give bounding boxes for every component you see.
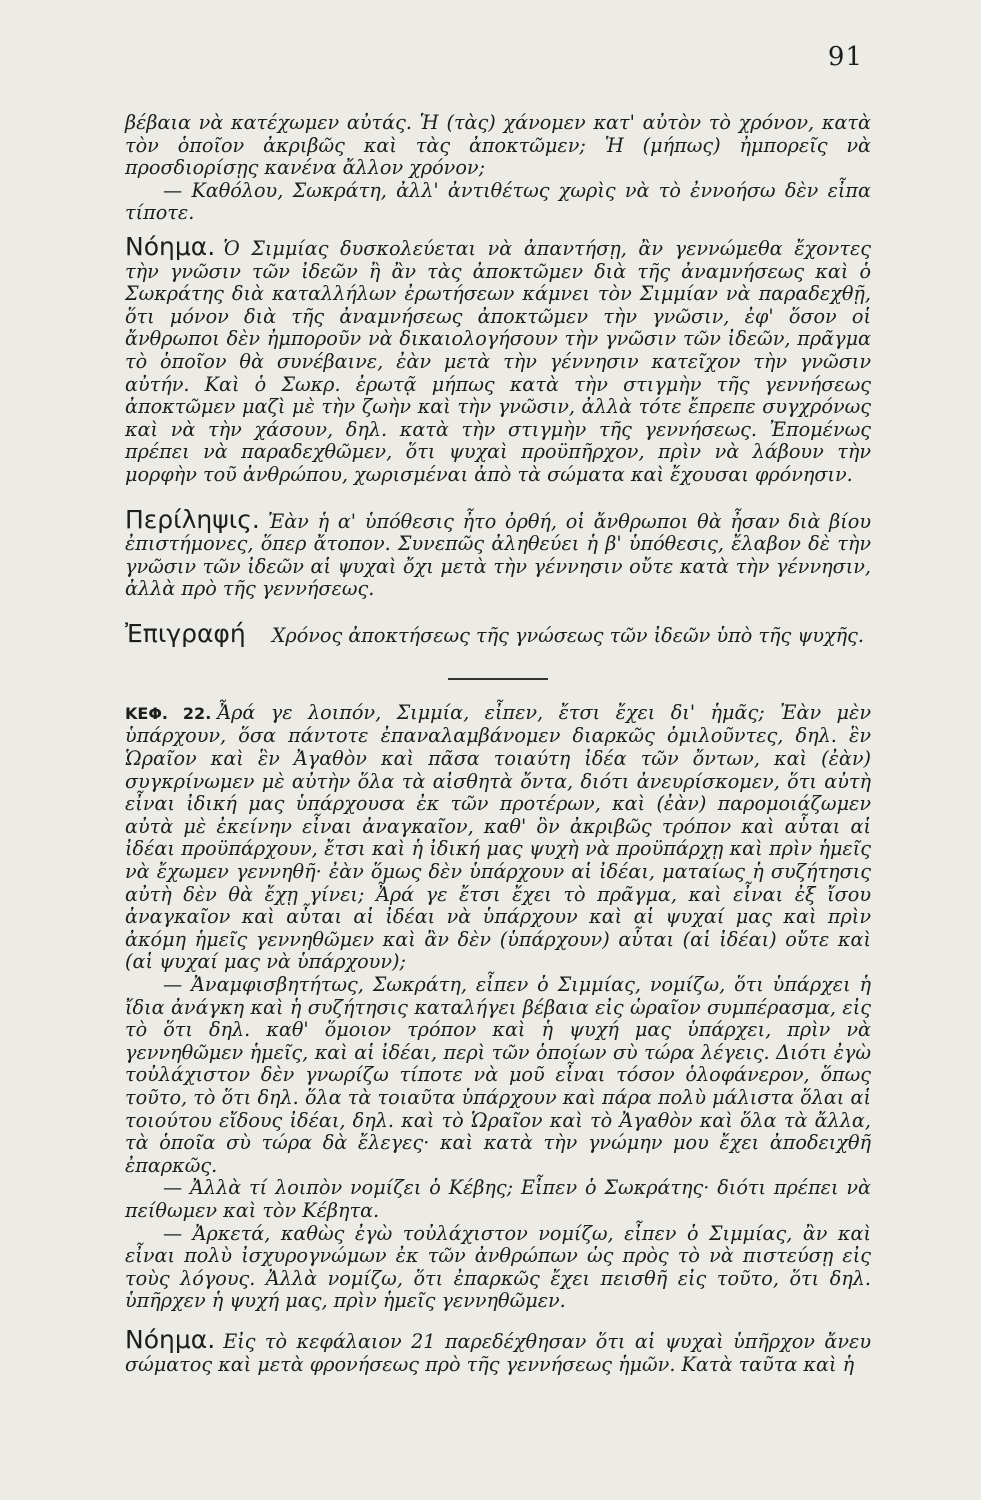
opening-reply: — Καθόλου, Σωκράτη, ἀλλ' ἀντιθέτως χωρὶς νὰ τὸ ἐννοήσω δὲν εἶπα τίποτε. <box>125 178 871 225</box>
perilipsis-text: Ἐὰν ἡ α' ὑπόθεσις ἦτο ὀρθή, οἱ ἄνθρωποι θὰ ἦσαν διὰ βίου ἐπιστήμονες, ὅπερ ἄτοπον. Συνεπῶς ἀληθεύει ἡ β' ὑπόθεσις, ἔλαβον δὲ τὴν γνῶσιν τῶν ἰδεῶν αἱ ψυχαὶ ὄχι μετὰ τὴν γέννησιν οὔτε κατὰ τὴν γέννησιν, ἀλλὰ πρὸ τῆς γεννήσεως. <box>125 509 871 601</box>
epigrafi-label: Ἐπιγραφή <box>125 618 246 648</box>
chapter-label: ΚΕΦ. 22. <box>125 703 212 723</box>
noima-section-1 <box>125 231 871 487</box>
perilipsis-label: Περίληψις. <box>125 504 260 534</box>
noima-text: Ὁ Σιμμίας δυσκολεύεται νὰ ἀπαντήσῃ, ἂν γεννώμεθα ἔχοντες τὴν γνῶσιν τῶν ἰδεῶν ἢ ἂν τὰς ἀποκτῶμεν διὰ τῆς ἀναμνήσεως καὶ ὁ Σωκράτης διὰ καταλλήλων ἐρωτήσεων κάμνει τὸν Σιμμίαν νὰ παραδεχθῇ, ὅτι μόνον διὰ τῆς ἀναμνήσεως ἀποκτῶμεν τὴν γνῶσιν, ἐφ' ὅσον οἱ ἄνθρωποι δὲν ἠμποροῦν νὰ δικαιολογήσουν τὴν γνῶσιν τῶν ἰδεῶν, πρᾶγμα τὸ ὁποῖον θὰ συνέβαινε, ἐὰν μετὰ τὴν γέννησιν κατεῖχον τὴν γνῶσιν αὐτήν. Καὶ ὁ Σωκρ. ἐρωτᾷ μήπως κατὰ τὴν στιγμὴν τῆς γεννήσεως ἀποκτῶμεν μαζὶ μὲ τὴν ζωὴν καὶ τὴν γνῶσιν, ἀλλὰ τότε ἔπρεπε συγχρόνως καὶ νὰ τὴν χάσουν, δηλ. κατὰ τὴν στιγμὴν τῆς γεννήσεως. Ἐπομένως πρέπει νὰ παραδεχθῶμεν, ὅτι ψυχαὶ προϋπῆρχον, πρὶν νὰ λάβουν τὴν μορφὴν τοῦ ἀνθρώπου, χωρισμέναι ἀπὸ τὰ σώματα καὶ ἔχουσαι φρόνησιν. <box>125 236 871 486</box>
page-number: 91 <box>827 42 863 72</box>
opening-paragraph: βέβαια νὰ κατέχωμεν αὐτάς. Ἡ (τὰς) χάνομεν κατ' αὐτὸν τὸ χρόνον, κατὰ τὸν ὁποῖον ἀκριβῶς καὶ τὰς ἀποκτῶμεν; Ἡ (μήπως) ἠμπορεῖς νὰ προσδιορίσῃς κανένα ἄλλον χρόνον; <box>125 111 871 180</box>
dialogue-paragraph: — Ἀρκετά, καθὼς ἐγὼ τοὐλάχιστον νομίζω, εἶπεν ὁ Σιμμίας, ἂν καὶ εἶναι πολὺ ἰσχυρογνώμων ἐκ τῶν ἀνθρώπων ὡς πρὸς τὸ νὰ πιστεύσῃ εἰς τοὺς λόγους. Ἀλλὰ νομίζω, ὅτι ἐπαρκῶς ἔχει πεισθῆ εἰς τοῦτο, ὅτι δηλ. ὑπῆρχεν ἡ ψυχή μας, πρὶν ἡμεῖς γεννηθῶμεν. <box>125 1221 871 1313</box>
epigrafi-section <box>125 619 871 648</box>
chapter-paragraph <box>125 702 871 974</box>
chapter-text: Ἆρά γε λοιπόν, Σιμμία, εἶπεν, ἔτσι ἔχει δι' ἡμᾶς; Ἐὰν μὲν ὑπάρχουν, ὅσα πάντοτε ἐπαναλαμβάνομεν διαρκῶς ὁμιλοῦντες, δηλ. ἓν Ὡραῖον καὶ ἓν Ἀγαθὸν καὶ πᾶσα τοιαύτη ἰδέα τῶν ὄντων, καὶ (ἐὰν) συγκρίνωμεν μὲ αὐτὴν ὅλα τὰ αἰσθητὰ ὄντα, διότι ἀνευρίσκομεν, ὅτι αὐτὴ εἶναι ἰδική μας ὑπάρχουσα ἐκ τῶν προτέρων, καὶ (ἐὰν) παρομοιάζωμεν αὐτὰ μὲ ἐκείνην εἶναι ἀναγκαῖον, καθ' ὃν ἀκριβῶς τρόπον καὶ αὗται αἱ ἰδέαι προϋπάρχουν, ἔτσι καὶ ἡ ἰδική μας ψυχὴ νὰ προϋπάρχῃ καὶ πρὶν ἡμεῖς νὰ ἔχωμεν γεννηθῆ· ἐὰν ὅμως δὲν ὑπάρχουν αἱ ἰδέαι, ματαίως ἡ συζήτησις αὐτὴ δὲν θὰ ἔχῃ γίνει; Ἆρά γε ἔτσι ἔχει τὸ πρᾶγμα, καὶ εἶναι ἐξ ἴσου ἀναγκαῖον καὶ αὗται αἱ ἰδέαι νὰ ὑπάρχουν καὶ αἱ ψυχαί μας καὶ πρὶν ἀκόμη ἡμεῖς γεννηθῶμεν καὶ ἂν δὲν (ὑπάρχουν) αὗται (αἱ ἰδέαι) οὔτε καὶ (αἱ ψυχαί μας νὰ ὑπάρχουν); <box>125 700 871 974</box>
noima-label: Νόημα. <box>125 1324 216 1354</box>
noima-text: Εἰς τὸ κεφάλαιον 21 παρεδέχθησαν ὅτι αἱ ψυχαὶ ὑπῆρχον ἄνευ σώματος καὶ μετὰ φρονήσεως πρὸ τῆς γεννήσεως ἡμῶν. Κατὰ ταῦτα καὶ ἡ <box>125 1329 871 1376</box>
noima-section-2 <box>125 1324 871 1376</box>
epigrafi-text: Χρόνος ἀποκτήσεως τῆς γνώσεως τῶν ἰδεῶν ὑπὸ τῆς ψυχῆς. <box>271 623 865 647</box>
dialogue-paragraph: — Ἀλλὰ τί λοιπὸν νομίζει ὁ Κέβης; Εἶπεν ὁ Σωκράτης· διότι πρέπει νὰ πείθωμεν καὶ τὸν Κέβητα. <box>125 1176 871 1222</box>
noima-label: Νόημα. <box>125 231 216 261</box>
section-divider <box>448 678 548 680</box>
dialogue-paragraph: — Ἀναμφισβητήτως, Σωκράτη, εἶπεν ὁ Σιμμίας, νομίζω, ὅτι ὑπάρχει ἡ ἴδια ἀνάγκη καὶ ἡ συζήτησις καταλήγει βέβαια εἰς ὡραῖον συμπέρασμα, εἰς τὸ ὅτι δηλ. καθ' ὅμοιον τρόπον καὶ ἡ ψυχή μας ὑπάρχει, πρὶν νὰ γεννηθῶμεν ἡμεῖς, καὶ αἱ ἰδέαι, περὶ τῶν ὁποίων σὺ τώρα λέγεις. Διότι ἐγὼ τοὐλάχιστον δὲν γνωρίζω τίποτε νὰ μοῦ εἶναι τόσον ὁλοφάνερον, ὅπως τοῦτο, τὸ ὅτι δηλ. ὅλα τὰ τοιαῦτα ὑπάρχουν καὶ πάρα πολὺ μάλιστα ὅλαι αἱ τοιούτου εἴδους ἰδέαι, δηλ. καὶ τὸ Ὡραῖον καὶ τὸ Ἀγαθὸν καὶ ὅλα τὰ ἄλλα, τὰ ὁποῖα σὺ τώρα δὰ ἔλεγες· καὶ κατὰ τὴν γνώμην μου ἔχει ἀποδειχθῆ ἐπαρκῶς. <box>125 973 871 1177</box>
body-text <box>125 0 871 1376</box>
perilipsis-section <box>125 504 871 601</box>
